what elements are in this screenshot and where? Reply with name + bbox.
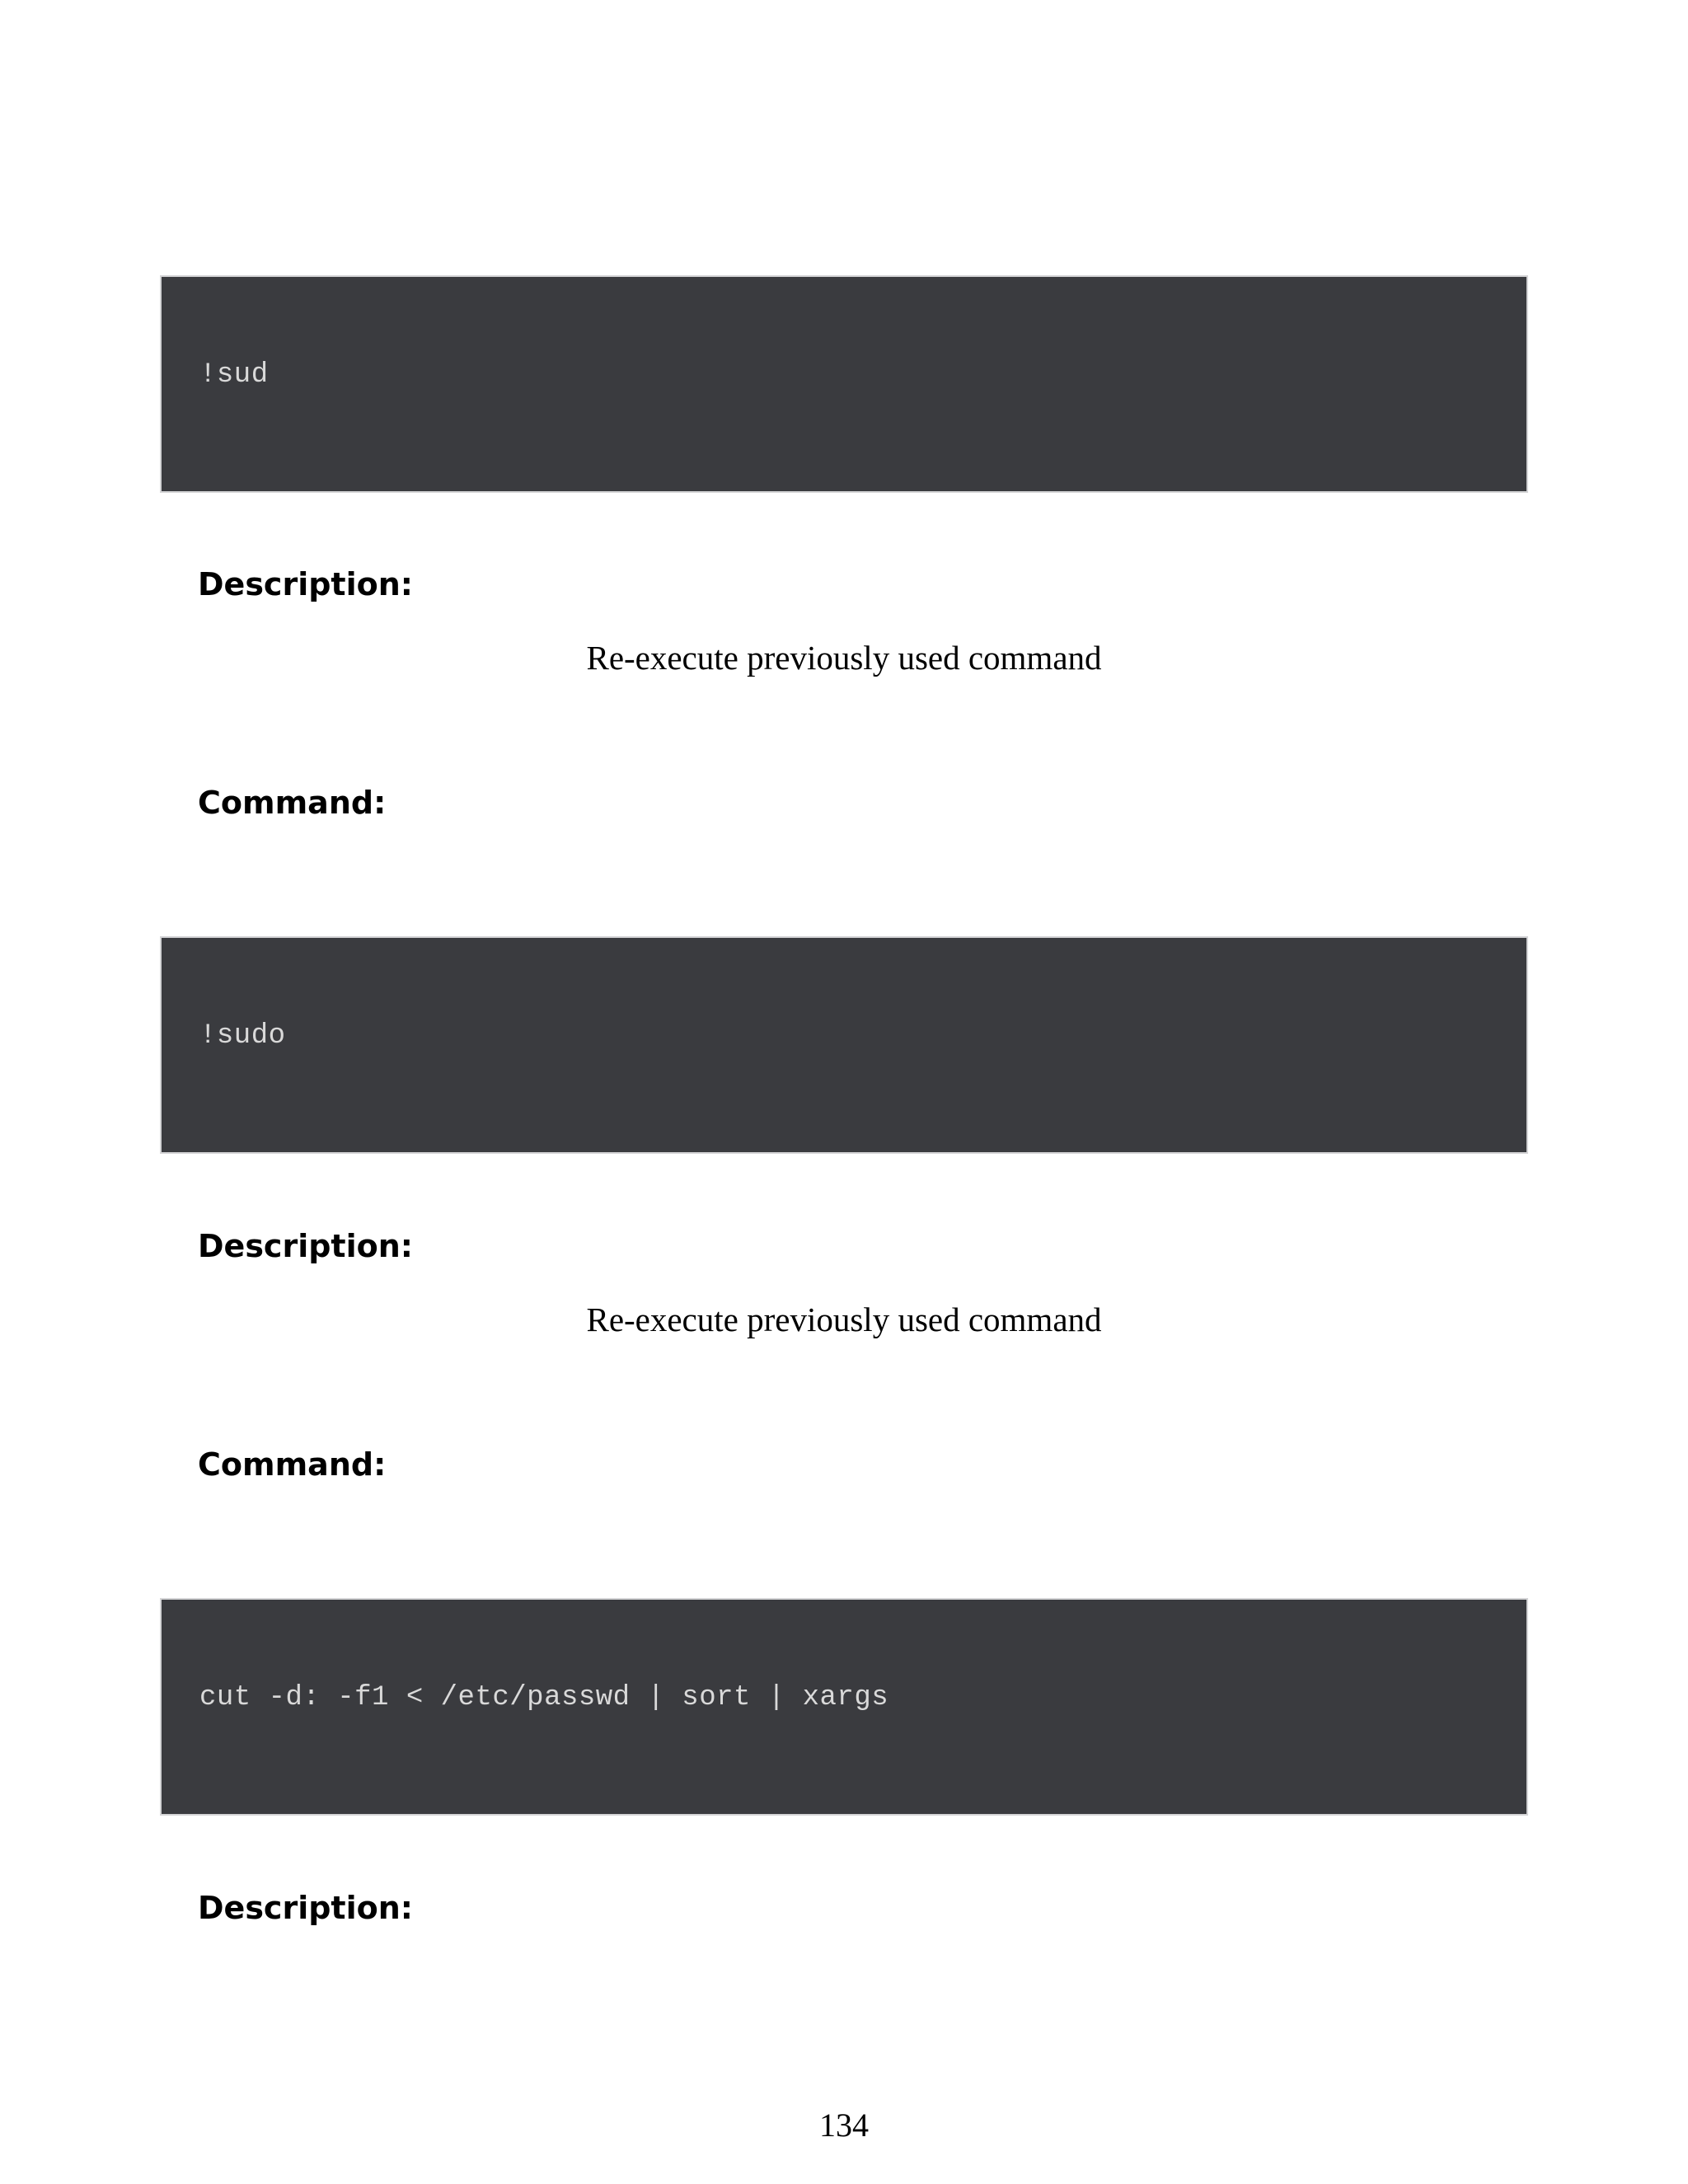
code-text: !sud: [199, 359, 269, 391]
page-number: 134: [819, 2107, 869, 2144]
description-text: Re-execute previously used command: [586, 1301, 1102, 1338]
code-block: [160, 936, 1528, 1154]
command-heading: Command:: [198, 1446, 387, 1483]
description-text: Re-execute previously used command: [586, 639, 1102, 677]
code-text: !sudo: [199, 1020, 286, 1052]
code-text: cut -d: -f1 < /etc/passwd | sort | xargs: [199, 1682, 889, 1713]
code-block: [160, 1598, 1528, 1816]
command-heading: Command:: [198, 785, 387, 821]
description-heading: Description:: [198, 1890, 413, 1926]
description-heading: Description:: [198, 1228, 413, 1264]
description-heading: Description:: [198, 566, 413, 602]
code-block: [160, 275, 1528, 493]
